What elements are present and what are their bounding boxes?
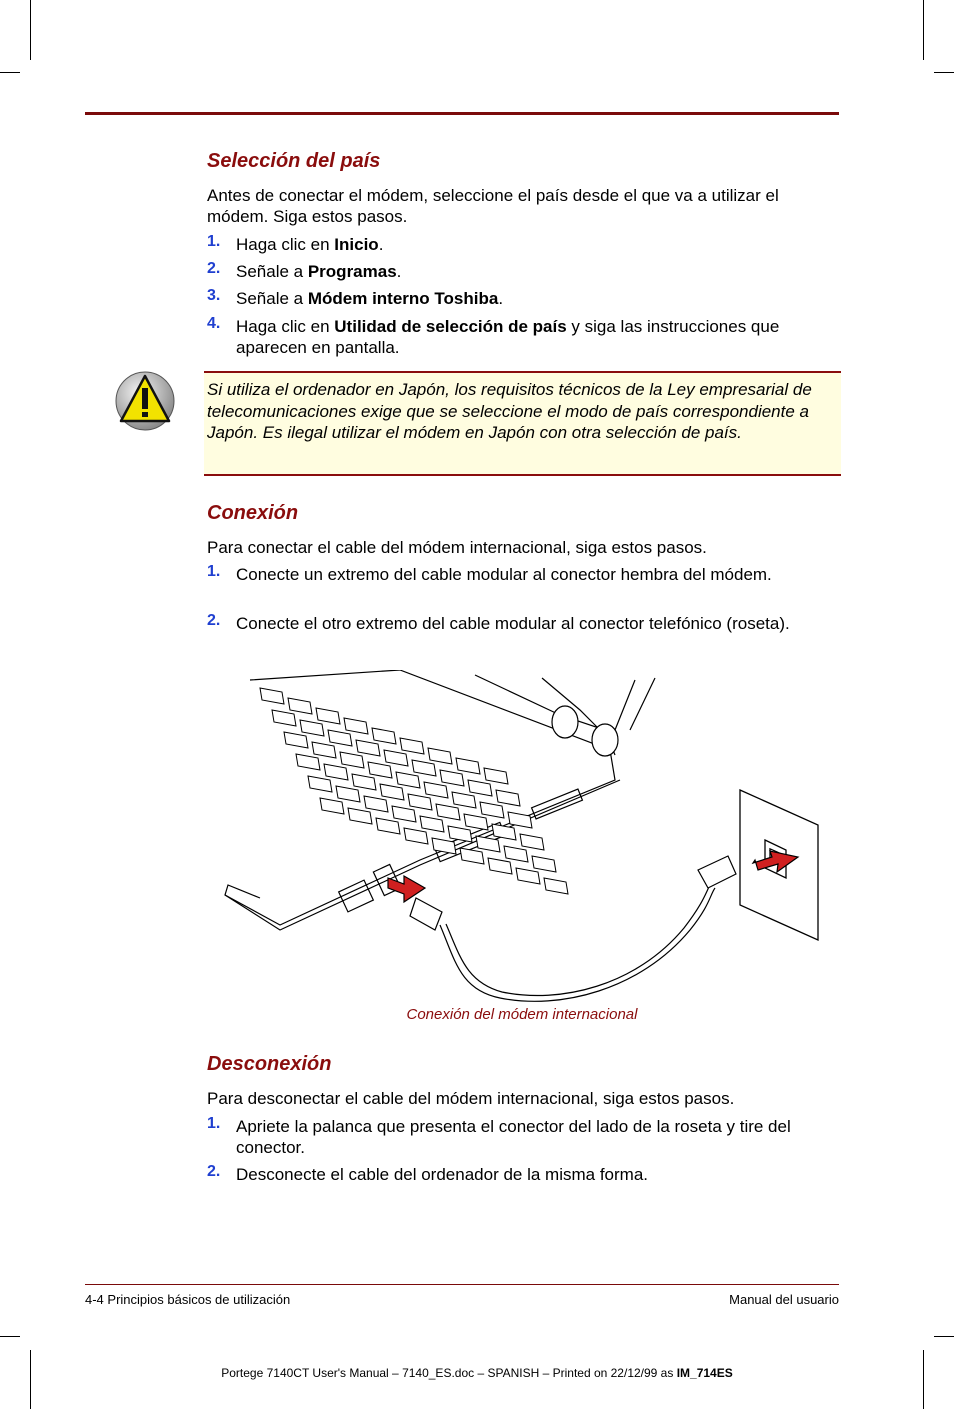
keyboard-key [368, 762, 392, 778]
print-info [0, 1366, 954, 1380]
step-keyword: Utilidad de selección de país [334, 317, 567, 336]
section-heading-seleccion: Selección del país [207, 150, 381, 172]
warning-box [204, 371, 841, 476]
keyboard-key [456, 758, 480, 774]
step-number: 2. [207, 1163, 221, 1180]
keyboard-key [288, 698, 312, 714]
step-text: Señale a [236, 289, 308, 308]
keyboard-key [424, 782, 448, 798]
step-text: Haga clic en [236, 317, 335, 336]
list-item [207, 234, 839, 255]
keyboard-key [324, 764, 348, 780]
footer-left: 4-4 Principios básicos de utilización [85, 1292, 291, 1307]
step-text: Haga clic en [236, 235, 335, 254]
keyboard-key [460, 848, 484, 864]
step-text: Conecte un extremo del cable modular al conector hembra del módem. [236, 565, 772, 584]
step-keyword: Módem interno Toshiba [307, 289, 499, 308]
warning-text: Si utiliza el ordenador en Japón, los requisitos técnicos de la Ley empresarial de telecomunicaciones exige que se seleccione el modo de país correspondiente a Japón. Es ilegal utilizar el módem en Japón con otra selección de país. [207, 380, 812, 442]
keyboard-key [532, 856, 556, 872]
header-rule [85, 112, 839, 115]
keyboard-key [544, 878, 568, 894]
keyboard-key [284, 732, 308, 748]
section-intro: Para desconectar el cable del módem internacional, siga estos pasos. [207, 1089, 735, 1108]
step-number: 1. [207, 1115, 221, 1132]
modem-connection-illustration [220, 670, 830, 1010]
keyboard-key [440, 770, 464, 786]
keyboard-key [392, 806, 416, 822]
list-item [207, 316, 839, 358]
keyboard-key [400, 738, 424, 754]
keyboard-key [296, 754, 320, 770]
step-number: 1. [207, 233, 221, 250]
crop-mark [0, 72, 20, 73]
step-number: 2. [207, 260, 221, 277]
print-info-id: IM_714ES [676, 1366, 733, 1380]
keyboard-key [404, 828, 428, 844]
keyboard-key [408, 794, 432, 810]
warning-triangle-icon [114, 370, 176, 432]
step-text: Desconecte el cable del ordenador de la misma forma. [236, 1165, 648, 1184]
keyboard-key [384, 750, 408, 766]
step-keyword: Programas [307, 262, 397, 281]
crop-mark [934, 72, 954, 73]
keyboard-key [448, 826, 472, 842]
step-text: . [498, 289, 504, 308]
keyboard-key [372, 728, 396, 744]
crop-mark [0, 1336, 20, 1337]
keyboard-key [348, 808, 372, 824]
keyboard-key [428, 748, 452, 764]
keyboard-key [480, 802, 504, 818]
keyboard-key [336, 786, 360, 802]
keyboard-key [260, 688, 284, 704]
step-keyword: Inicio [334, 235, 379, 254]
keyboard-key [364, 796, 388, 812]
step-number: 3. [207, 287, 221, 304]
keyboard-key [464, 814, 488, 830]
keyboard-key [420, 816, 444, 832]
crop-mark [934, 1336, 954, 1337]
keyboard-key [320, 798, 344, 814]
keyboard-key [492, 824, 516, 840]
keyboard-key [380, 784, 404, 800]
keyboard-key [452, 792, 476, 808]
step-number: 1. [207, 563, 221, 580]
figure-caption: Conexión del módem internacional [406, 1006, 638, 1023]
keyboard-key [356, 740, 380, 756]
step-text: Señale a [236, 262, 308, 281]
crop-mark [30, 0, 31, 60]
step-text: . [396, 262, 402, 281]
keyboard-key [344, 718, 368, 734]
section-heading-conexion: Conexión [207, 502, 299, 524]
footer-rule [85, 1284, 839, 1285]
step-number: 2. [207, 612, 221, 629]
list-item [207, 261, 839, 282]
crop-mark [923, 0, 924, 60]
step-number: 4. [207, 315, 221, 332]
list-item [207, 288, 839, 309]
keyboard-key [352, 774, 376, 790]
step-text: . [378, 235, 384, 254]
keyboard-key [436, 804, 460, 820]
step-text: Apriete la palanca que presenta el conector del lado de la roseta y tire del conector. [236, 1117, 791, 1157]
keyboard-key [484, 768, 508, 784]
keyboard-key [504, 846, 528, 862]
arrow-icon [388, 851, 798, 902]
step-text: Conecte el otro extremo del cable modular al conector telefónico (roseta). [236, 614, 790, 633]
keyboard-key [468, 780, 492, 796]
keyboard-key [272, 710, 296, 726]
step-text: y siga las instrucciones que aparecen en pantalla. [236, 317, 780, 357]
keyboard-key [308, 776, 332, 792]
keyboard-key [340, 752, 364, 768]
section-intro: Antes de conectar el módem, seleccione el país desde el que va a utilizar el módem. Siga estos pasos. [207, 186, 779, 226]
keyboard-key [316, 708, 340, 724]
section-heading-desconexion: Desconexión [207, 1053, 332, 1075]
keyboard-key [496, 790, 520, 806]
footer-right: Manual del usuario [729, 1292, 839, 1307]
modular-cable [410, 856, 736, 1001]
keyboard-key [488, 858, 512, 874]
keyboard-key [396, 772, 420, 788]
list-item [207, 1164, 839, 1185]
list-item [207, 1116, 839, 1158]
keyboard-key [312, 742, 336, 758]
keyboard-key [376, 818, 400, 834]
keyboard-key [412, 760, 436, 776]
keyboard-key [516, 868, 540, 884]
print-info-text: Portege 7140CT User's Manual – 7140_ES.doc – SPANISH – Printed on 22/12/99 as [221, 1366, 677, 1380]
keyboard-key [520, 834, 544, 850]
keyboard-key [328, 730, 352, 746]
list-item [207, 613, 839, 634]
list-item [207, 564, 839, 585]
section-intro: Para conectar el cable del módem internacional, siga estos pasos. [207, 538, 707, 557]
keyboard-key [300, 720, 324, 736]
